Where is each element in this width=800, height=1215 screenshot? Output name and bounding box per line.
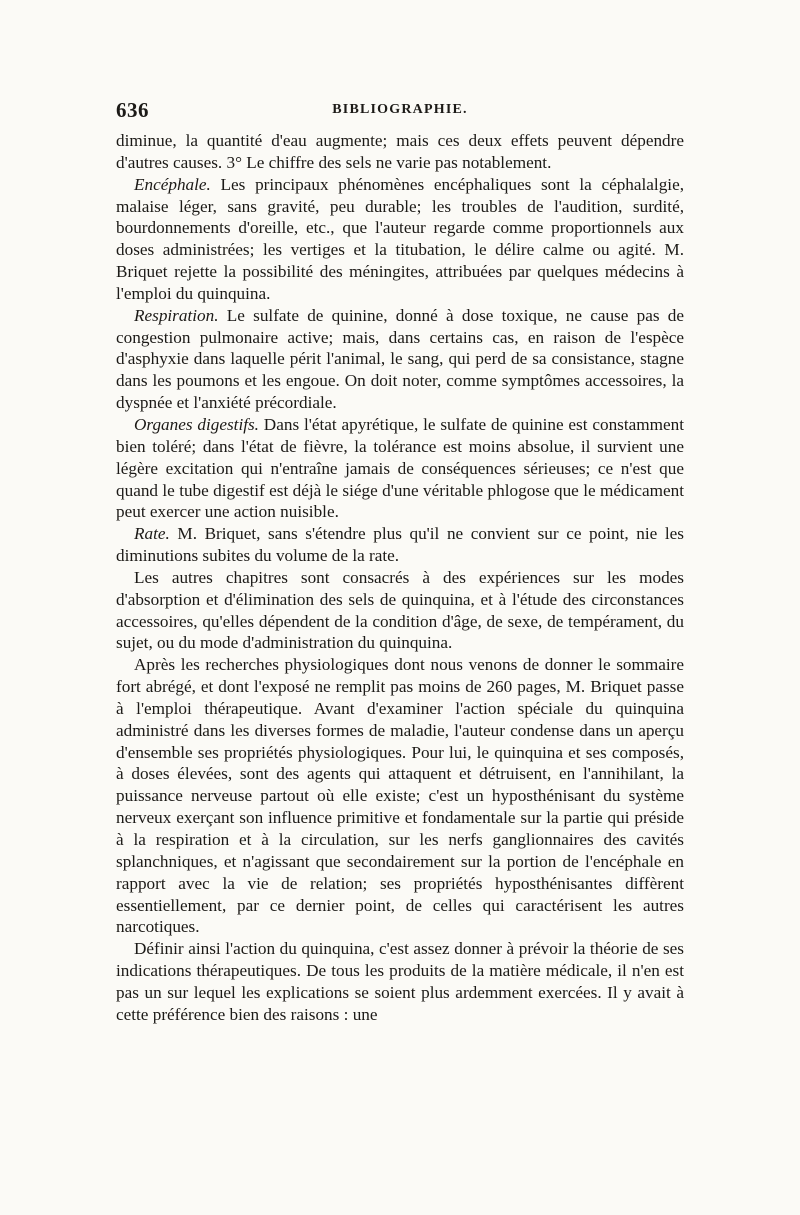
- paragraph-text: Les autres chapitres sont consacrés à des expériences sur les modes d'absorption et d'élimination des sels de quinquina, et à l'étude des circonstances accessoires, qu'elles dépendent de la condition d'âge, de sexe, de tempérament, du sujet, ou du mode d'administration du quinquina.: [116, 567, 684, 653]
- paragraph-autres-chapitres: [116, 567, 684, 654]
- paragraph-text: Dans l'état apyrétique, le sulfate de quinine est constamment bien toléré; dans l'état de fièvre, la tolérance est moins absolue, il survient une légère excitation qui n'entraîne jamais de conséquences sérieuses; ce n'est que quand le tube digestif est déjà le siége d'une véritable phlogose que le médicament peut exercer une action nuisible.: [116, 414, 684, 522]
- paragraph-continuation: [116, 130, 684, 174]
- running-title: BIBLIOGRAPHIE.: [332, 102, 468, 117]
- section-keyword: Rate.: [134, 524, 170, 544]
- paragraph-text: Après les recherches physiologiques dont nous venons de donner le sommaire fort abrégé, et dont l'exposé ne remplit pas moins de 260 pages, M. Briquet passe à l'emploi thérapeutique. Avant d'examiner l'action spéciale du quinquina administré dans les diverses formes de maladie, l'auteur condense dans un aperçu d'ensemble ses propriétés physiologiques. Pour lui, le quinquina et ses composés, à doses élevées, sont des agents qui attaquent et détruisent, en l'annihilant, la puissance nerveuse partout où elle existe; c'est un hyposthénisant du système nerveux exerçant son influence primitive et fondamentale sur la partie qui préside à la respiration et à la circulation, sur les nerfs ganglionnaires des cavités splanchniques, et n'agissant que secondairement sur la portion de l'encéphale en rapport avec la vie de relation; ses propriétés hyposthénisantes diffèrent essentiellement, par ce dernier point, de celles qui caractérisent les autres narcotiques.: [116, 655, 684, 937]
- section-keyword: Encéphale.: [134, 174, 211, 194]
- page-number: 636: [116, 98, 149, 122]
- paragraph-text: diminue, la quantité d'eau augmente; mais ces deux effets peuvent dépendre d'autres causes. 3° Le chiffre des sels ne varie pas notablement.: [116, 131, 684, 172]
- paragraph-text: Le sulfate de quinine, donné à dose toxique, ne cause pas de congestion pulmonaire active; mais, dans certains cas, en raison de l'espèce d'asphyxie dans laquelle périt l'animal, le sang, qui perd de sa consistance, stagne dans les poumons et les engoue. On doit noter, comme symptômes accessoires, la dyspnée et l'anxiété précordiale.: [116, 305, 684, 413]
- paragraph-text: Définir ainsi l'action du quinquina, c'est assez donner à prévoir la théorie de ses indications thérapeutiques. De tous les produits de la matière médicale, il n'en est pas un sur lequel les explications se soient plus ardemment exercées. Il y avait à cette préférence bien des raisons : une: [116, 939, 684, 1024]
- paragraph-text: Les principaux phénomènes encéphaliques sont la céphalalgie, malaise léger, sans gravité, peu durable; les troubles de l'audition, surdité, bourdonnements d'oreille, etc., que l'auteur regarde comme proportionnels aux doses administrées; les vertiges et la titubation, le délire calme ou agité. M. Briquet rejette la possibilité des méningites, attribuées par quelques médecins à l'emploi du quinquina.: [116, 174, 684, 303]
- section-keyword: Respiration.: [134, 305, 219, 325]
- paragraph-encephale: [116, 174, 684, 305]
- body-text: [116, 130, 684, 1026]
- section-keyword: Organes digestifs.: [134, 414, 259, 434]
- paragraph-respiration: [116, 305, 684, 414]
- paragraph-text: M. Briquet, sans s'étendre plus qu'il ne convient sur ce point, nie les diminutions subites du volume de la rate.: [116, 524, 684, 566]
- paragraph-rate: [116, 523, 684, 567]
- paragraph-emploi-therapeutique: [116, 654, 684, 938]
- paragraph-organes-digestifs: [116, 414, 684, 523]
- paragraph-definir: [116, 938, 684, 1025]
- page-header: [116, 98, 684, 128]
